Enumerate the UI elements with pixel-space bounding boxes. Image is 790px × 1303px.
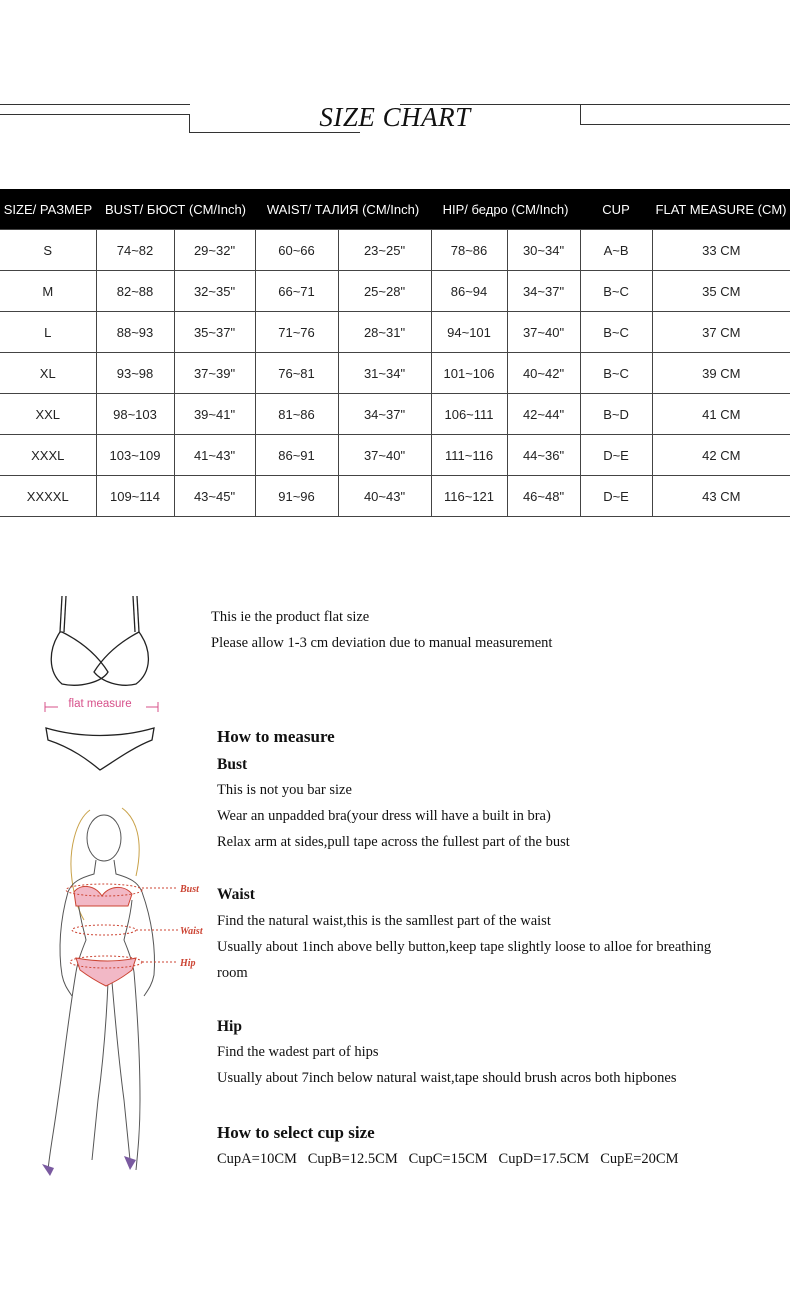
cell-hip-inch: 37~40" xyxy=(507,312,580,353)
cup-size-values: CupA=10CM CupB=12.5CM CupC=15CM CupD=17.5CM CupE=20CM xyxy=(217,1151,679,1167)
cell-hip-inch: 40~42" xyxy=(507,353,580,394)
cell-cup: D~E xyxy=(580,476,652,517)
cell-bust-cm: 82~88 xyxy=(96,271,174,312)
waist-heading: Waist xyxy=(217,886,255,903)
cell-waist-cm: 91~96 xyxy=(255,476,338,517)
cell-waist-cm: 81~86 xyxy=(255,394,338,435)
cell-cup: B~C xyxy=(580,271,652,312)
cell-bust-cm: 93~98 xyxy=(96,353,174,394)
hip-figure-label: Hip xyxy=(180,958,196,969)
cell-flat-measure: 37 CM xyxy=(652,312,790,353)
cell-cup: B~C xyxy=(580,312,652,353)
bra-panty-illustration xyxy=(40,592,170,777)
cell-size: XXXL xyxy=(0,435,96,476)
header-size: SIZE/ РАЗМЕР xyxy=(0,189,96,230)
cell-hip-inch: 44~36" xyxy=(507,435,580,476)
cell-size: S xyxy=(0,230,96,271)
cell-waist-cm: 66~71 xyxy=(255,271,338,312)
how-to-measure-heading: How to measure xyxy=(217,727,335,746)
bust-line-1: This is not you bar size xyxy=(217,782,352,798)
cell-flat-measure: 33 CM xyxy=(652,230,790,271)
bust-line-3: Relax arm at sides,pull tape across the fullest part of the bust xyxy=(217,834,570,850)
cell-flat-measure: 43 CM xyxy=(652,476,790,517)
cell-hip-inch: 30~34" xyxy=(507,230,580,271)
cell-waist-inch: 31~34" xyxy=(338,353,431,394)
cell-hip-cm: 78~86 xyxy=(431,230,507,271)
header-cup: CUP xyxy=(580,189,652,230)
waist-line-2: Usually about 1inch above belly button,keep tape slightly loose to alloe for breathing xyxy=(217,939,712,955)
cell-waist-inch: 34~37" xyxy=(338,394,431,435)
bust-line-2: Wear an unpadded bra(your dress will have a built in bra) xyxy=(217,808,551,824)
cup-size-heading: How to select cup size xyxy=(217,1123,375,1142)
cell-waist-cm: 76~81 xyxy=(255,353,338,394)
hip-heading: Hip xyxy=(217,1018,242,1035)
cell-hip-cm: 94~101 xyxy=(431,312,507,353)
cell-bust-cm: 103~109 xyxy=(96,435,174,476)
cell-size: XXXXL xyxy=(0,476,96,517)
cell-bust-cm: 109~114 xyxy=(96,476,174,517)
bust-heading: Bust xyxy=(217,756,248,773)
table-row xyxy=(0,435,790,476)
cell-flat-measure: 35 CM xyxy=(652,271,790,312)
cell-size: XL xyxy=(0,353,96,394)
cell-size: L xyxy=(0,312,96,353)
waist-line-3: room xyxy=(217,965,248,981)
table-row xyxy=(0,312,790,353)
cell-hip-inch: 42~44" xyxy=(507,394,580,435)
cell-hip-cm: 106~111 xyxy=(431,394,507,435)
header-flat-measure: FLAT MEASURE (CM) xyxy=(652,189,790,230)
size-chart-table xyxy=(0,189,790,517)
cell-hip-cm: 86~94 xyxy=(431,271,507,312)
cell-bust-inch: 35~37" xyxy=(174,312,255,353)
cell-waist-inch: 40~43" xyxy=(338,476,431,517)
cell-flat-measure: 42 CM xyxy=(652,435,790,476)
flat-note-line-1: This ie the product flat size xyxy=(211,609,370,625)
cell-bust-inch: 37~39" xyxy=(174,353,255,394)
cell-bust-cm: 74~82 xyxy=(96,230,174,271)
table-header-row xyxy=(0,189,790,230)
cell-cup: A~B xyxy=(580,230,652,271)
cell-bust-cm: 98~103 xyxy=(96,394,174,435)
table-row xyxy=(0,230,790,271)
cell-cup: B~D xyxy=(580,394,652,435)
bust-figure-label: Bust xyxy=(180,884,199,895)
cell-size: XXL xyxy=(0,394,96,435)
hip-line-1: Find the wadest part of hips xyxy=(217,1044,379,1060)
waist-line-1: Find the natural waist,this is the samllest part of the waist xyxy=(217,913,551,929)
cell-size: M xyxy=(0,271,96,312)
flat-measure-label: flat measure xyxy=(68,698,132,710)
cell-bust-inch: 32~35" xyxy=(174,271,255,312)
cell-waist-cm: 86~91 xyxy=(255,435,338,476)
page-title: SIZE CHART xyxy=(319,102,471,132)
cell-waist-inch: 23~25" xyxy=(338,230,431,271)
cell-waist-cm: 71~76 xyxy=(255,312,338,353)
cell-bust-inch: 41~43" xyxy=(174,435,255,476)
cell-flat-measure: 39 CM xyxy=(652,353,790,394)
cell-waist-cm: 60~66 xyxy=(255,230,338,271)
cell-hip-inch: 46~48" xyxy=(507,476,580,517)
cell-waist-inch: 25~28" xyxy=(338,271,431,312)
header-bust: BUST/ БЮСТ (CM/Inch) xyxy=(96,189,255,230)
cell-hip-cm: 116~121 xyxy=(431,476,507,517)
table-row xyxy=(0,353,790,394)
cell-cup: B~C xyxy=(580,353,652,394)
cell-hip-cm: 101~106 xyxy=(431,353,507,394)
body-figure-illustration xyxy=(28,800,218,1180)
cell-hip-inch: 34~37" xyxy=(507,271,580,312)
waist-figure-label: Waist xyxy=(180,926,203,937)
cell-bust-inch: 43~45" xyxy=(174,476,255,517)
header-hip: HIP/ бедро (CM/Inch) xyxy=(431,189,580,230)
cell-bust-cm: 88~93 xyxy=(96,312,174,353)
flat-note-line-2: Please allow 1-3 cm deviation due to manual measurement xyxy=(211,635,553,651)
hip-line-2: Usually about 7inch below natural waist,tape should brush acros both hipbones xyxy=(217,1070,677,1086)
cell-cup: D~E xyxy=(580,435,652,476)
cell-flat-measure: 41 CM xyxy=(652,394,790,435)
title-banner xyxy=(0,96,790,140)
header-waist: WAIST/ ТАЛИЯ (CM/Inch) xyxy=(255,189,431,230)
table-row xyxy=(0,476,790,517)
cell-waist-inch: 37~40" xyxy=(338,435,431,476)
cell-waist-inch: 28~31" xyxy=(338,312,431,353)
table-row xyxy=(0,271,790,312)
cell-bust-inch: 39~41" xyxy=(174,394,255,435)
cell-bust-inch: 29~32" xyxy=(174,230,255,271)
table-row xyxy=(0,394,790,435)
cell-hip-cm: 111~116 xyxy=(431,435,507,476)
